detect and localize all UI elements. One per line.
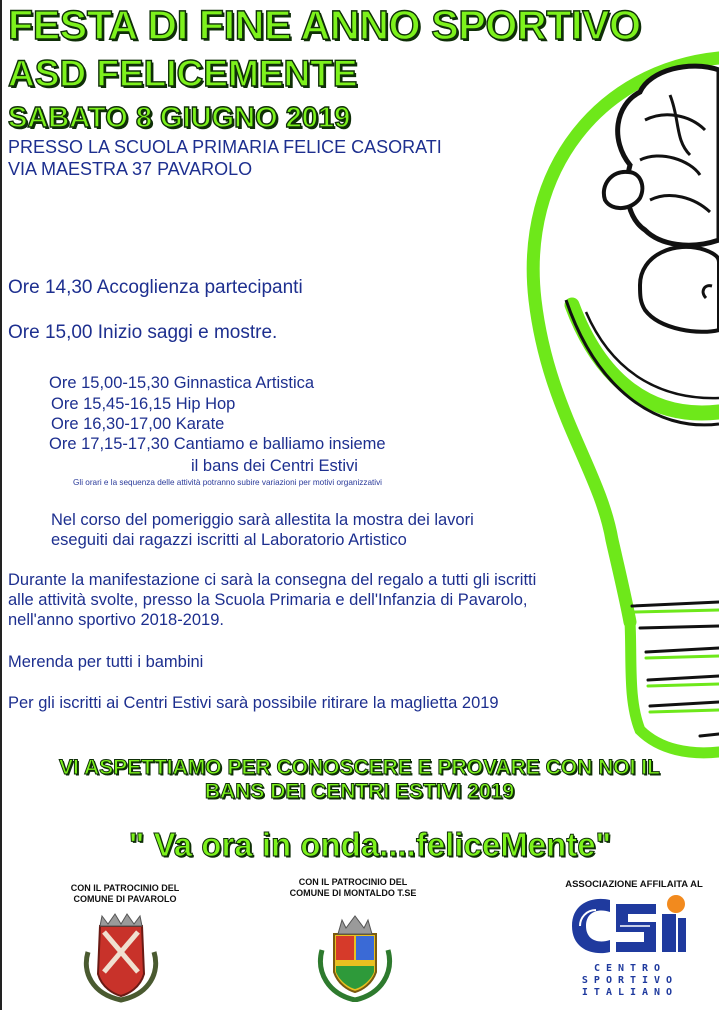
schedule-item: Ore 17,15-17,30 Cantiamo e balliamo insieme bbox=[49, 435, 386, 453]
event-title: FESTA DI FINE ANNO SPORTIVO bbox=[8, 2, 641, 48]
montaldo-coat-of-arms-icon bbox=[314, 910, 396, 1002]
invitation-line-1: VI ASPETTIAMO PER CONOSCERE E PROVARE CON NOI IL bbox=[59, 756, 660, 779]
eye-icon bbox=[640, 247, 719, 332]
csi-name-line-2: SPORTIVO bbox=[581, 975, 679, 986]
schedule-item: Ore 15,00-15,30 Ginnastica Artistica bbox=[49, 374, 315, 392]
exhibition-note-1: Nel corso del pomeriggio sarà allestita la mostra dei lavori bbox=[51, 511, 474, 529]
location-line-1: PRESSO LA SCUOLA PRIMARIA FELICE CASORATI bbox=[8, 137, 442, 157]
patronage-montaldo-line-2: COMUNE DI MONTALDO T.SE bbox=[289, 888, 417, 898]
start-time: Ore 15,00 Inizio saggi e mostre. bbox=[8, 322, 278, 343]
snack-note: Merenda per tutti i bambini bbox=[8, 653, 204, 671]
schedule-item: Ore 15,45-16,15 Hip Hop bbox=[51, 395, 236, 413]
welcome-time: Ore 14,30 Accoglienza partecipanti bbox=[8, 277, 303, 298]
exhibition-note-2: eseguiti dai ragazzi iscritti al Laboratorio Artistico bbox=[51, 531, 407, 549]
invitation-line-2: BANS DEI CENTRI ESTIVI 2019 bbox=[204, 780, 515, 803]
affiliation-label: ASSOCIAZIONE AFFILAITA AL bbox=[565, 879, 703, 890]
event-date: SABATO 8 GIUGNO 2019 bbox=[8, 102, 351, 134]
tshirt-note: Per gli iscritti ai Centri Estivi sarà possibile ritirare la maglietta 2019 bbox=[8, 694, 499, 712]
bulb-base bbox=[632, 602, 719, 736]
pavarolo-coat-of-arms-icon bbox=[80, 912, 162, 1004]
slogan: " Va ora in onda....feliceMente" bbox=[128, 826, 612, 863]
patronage-pavarolo-line-1: CON IL PATROCINIO DEL bbox=[70, 883, 180, 893]
patronage-montaldo bbox=[268, 877, 438, 899]
patronage-pavarolo bbox=[50, 883, 200, 905]
schedule-disclaimer: Gli orari e la sequenza delle attività potranno subire variazioni per motivi organizzativi bbox=[73, 478, 383, 487]
csi-name-line-1: CENTRO bbox=[593, 963, 667, 974]
csi-logo-icon bbox=[566, 892, 694, 962]
gift-note-1: Durante la manifestazione ci sarà la consegna del regalo a tutti gli iscritti bbox=[8, 571, 537, 589]
schedule-item-continuation: il bans dei Centri Estivi bbox=[191, 457, 358, 475]
csi-name bbox=[566, 963, 694, 999]
association-name: ASD FELICEMENTE bbox=[8, 53, 358, 94]
patronage-pavarolo-line-2: COMUNE DI PAVAROLO bbox=[73, 894, 177, 904]
schedule-item: Ore 16,30-17,00 Karate bbox=[51, 415, 225, 433]
csi-name-line-3: ITALIANO bbox=[581, 987, 679, 998]
gift-note-2: alle attività svolte, presso la Scuola Primaria e dell'Infanzia di Pavarolo, bbox=[8, 591, 528, 609]
csi-logo-dot bbox=[667, 895, 685, 913]
gift-note-3: nell'anno sportivo 2018-2019. bbox=[8, 611, 224, 629]
location-line-2: VIA MAESTRA 37 PAVAROLO bbox=[8, 159, 253, 179]
patronage-montaldo-line-1: CON IL PATROCINIO DEL bbox=[298, 877, 408, 887]
